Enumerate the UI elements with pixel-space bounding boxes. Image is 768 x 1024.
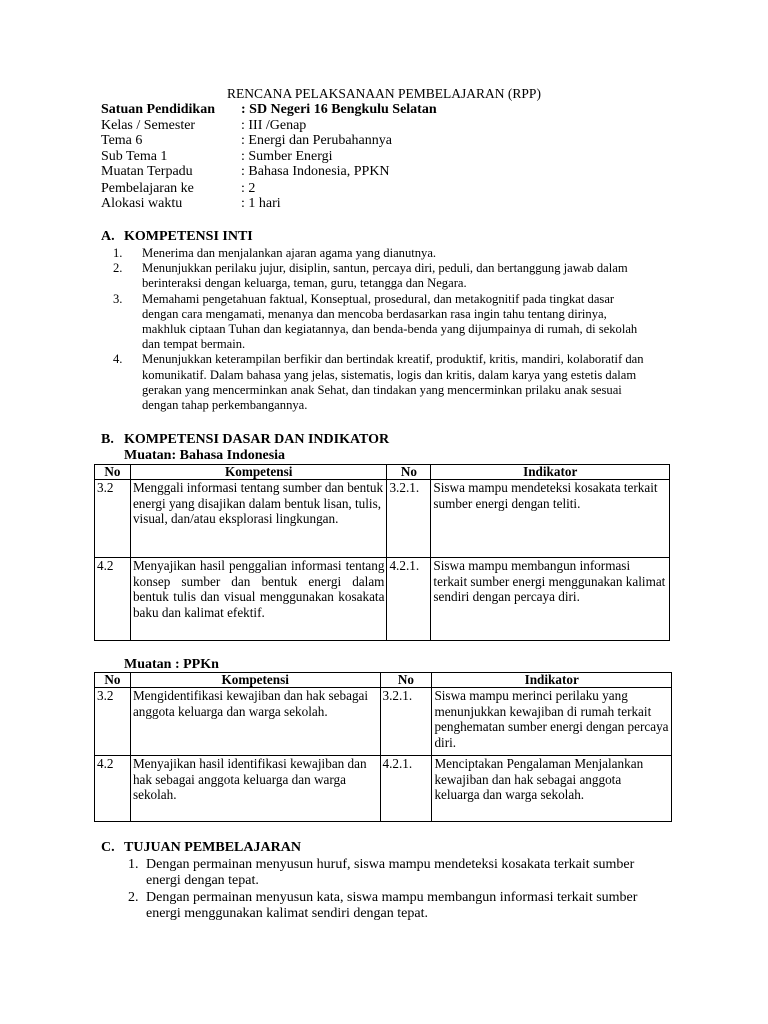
kd-number: 4.2 [95,558,131,641]
item-text: Menerima dan menjalankan ajaran agama yang dianutnya. [142,246,437,260]
table-row [95,688,672,756]
identity-row [101,102,437,118]
section-title: KOMPETENSI INTI [124,229,253,244]
list-item [113,246,653,261]
kompetensi-inti-list [113,246,653,413]
section-number: C. [101,840,115,855]
item-number: 1. [128,857,139,872]
indicator-number: 3.2.1. [387,480,431,558]
section-number: B. [101,432,114,447]
kd-table-bahasa-indonesia [94,464,670,641]
muatan-ppkn-label: Muatan : PPKn [124,657,219,672]
item-text: Dengan permainan menyusun kata, siswa mampu membangun informasi terkait sumber energi menggunakan kalimat sendiri dengan tepat. [146,890,638,921]
item-text: Dengan permainan menyusun huruf, siswa mampu mendeteksi kosakata terkait sumber energi dengan tepat. [146,857,635,888]
item-number: 2. [128,890,139,905]
identity-row [101,164,437,180]
table-row [95,756,672,822]
table-header-row [95,465,670,480]
identity-value: : Energi dan Perubahannya [241,133,392,148]
list-item [113,261,653,291]
column-header: No [95,465,131,480]
table-header-row [95,673,672,688]
list-item [128,857,648,889]
list-item [113,292,653,353]
identity-row [101,133,437,149]
indicator-text: Siswa mampu membangun informasi terkait sumber energi menggunakan kalimat sendiri dengan percaya diri. [431,558,670,641]
kd-number: 3.2 [95,688,131,756]
kd-competence: Menyajikan hasil penggalian informasi tentang konsep sumber dan bentuk energi dalam bentuk tulis dan visual menggunakan kosakata baku dan kalimat efektif. [130,558,387,641]
item-text: Menunjukkan perilaku jujur, disiplin, santun, percaya diri, peduli, dan bertanggung jawab dalam berinteraksi dengan keluarga, teman, guru, tetangga dan Negara. [142,261,628,291]
identity-label: Sub Tema 1 [101,148,168,164]
indicator-text: Siswa mampu merinci perilaku yang menunjukkan kewajiban di rumah terkait penghematan sumber energi dengan percaya diri. [432,688,672,756]
kd-number: 3.2 [95,480,131,558]
identity-value: : 1 hari [241,196,281,211]
section-title: KOMPETENSI DASAR DAN INDIKATOR [124,432,390,447]
identity-block [101,102,437,212]
kd-competence: Mengidentifikasi kewajiban dan hak sebagai anggota keluarga dan warga sekolah. [130,688,380,756]
identity-value: : Bahasa Indonesia, PPKN [241,164,390,179]
column-header: Indikator [431,465,670,480]
identity-value: : III /Genap [241,117,307,133]
identity-label: Muatan Terpadu [101,164,193,179]
identity-value: : SD Negeri 16 Bengkulu Selatan [241,102,437,117]
section-b-heading [101,432,389,448]
kd-competence: Menggali informasi tentang sumber dan bentuk energi yang disajikan dalam bentuk lisan, tulis, visual, dan/atau eksplorasi lingkungan. [130,480,387,558]
list-item [128,890,648,922]
indicator-number: 3.2.1. [380,688,432,756]
identity-label: Kelas / Semester [101,117,196,133]
kd-number: 4.2 [95,756,131,822]
column-header: No [95,673,131,688]
item-text: Menunjukkan keterampilan berfikir dan bertindak kreatif, produktif, kritis, mandiri, kolaboratif dan komunikatif. Dalam bahasa yang jelas, sistematis, logis dan kritis, dalam karya yang estetis dalam gerakan yang mencerminkan anak Sehat, dan tindakan yang mencerminkan prilaku anak sesuai dengan tahap perkembangannya. [142,352,644,413]
muatan-bahasa-indonesia-label: Muatan: Bahasa Indonesia [124,448,286,463]
identity-label: Tema 6 [101,133,143,148]
section-c-heading [101,840,301,856]
kd-competence: Menyajikan hasil identifikasi kewajiban dan hak sebagai anggota keluarga dan warga sekolah. [130,756,380,822]
indicator-text: Siswa mampu mendeteksi kosakata terkait sumber energi dengan teliti. [431,480,670,558]
item-text: Memahami pengetahuan faktual, Konseptual, prosedural, dan metakognitif pada tingkat dasar dengan cara mengamati, menanya dan mencoba berdasarkan rasa ingin tahu tentang dirinya, makhluk ciptaan Tuhan dan kegiatannya, dan benda-benda yang dijumpainya di rumah, di sekolah dan tempat bermain. [142,291,638,352]
item-number: 3. [113,291,123,306]
indicator-number: 4.2.1. [380,756,432,822]
identity-value: : 2 [241,180,256,196]
indicator-number: 4.2.1. [387,558,431,641]
indicator-text: Menciptakan Pengalaman Menjalankan kewajiban dan hak sebagai anggota keluarga dan warga sekolah. [432,756,672,822]
identity-row [101,196,437,212]
section-a-heading [101,229,253,245]
identity-label: Alokasi waktu [101,196,183,211]
identity-row [101,118,437,134]
document-title: RENCANA PELAKSANAAN PEMBELAJARAN (RPP) [227,86,541,101]
column-header: Indikator [432,673,672,688]
list-item [113,352,653,413]
identity-label: Pembelajaran ke [101,180,194,196]
column-header: Kompetensi [130,465,387,480]
identity-row [101,149,437,165]
section-number: A. [101,229,115,244]
tujuan-pembelajaran-list [128,857,648,923]
item-number: 2. [113,261,123,276]
table-row [95,480,670,558]
identity-value: : Sumber Energi [241,148,333,164]
item-number: 1. [113,246,123,260]
column-header: No [387,465,431,480]
table-row [95,558,670,641]
identity-row [101,181,437,197]
column-header: No [380,673,432,688]
item-number: 4. [113,352,123,367]
column-header: Kompetensi [130,673,380,688]
section-title: TUJUAN PEMBELAJARAN [124,840,301,855]
kd-table-ppkn [94,672,672,822]
identity-label: Satuan Pendidikan [101,102,215,117]
